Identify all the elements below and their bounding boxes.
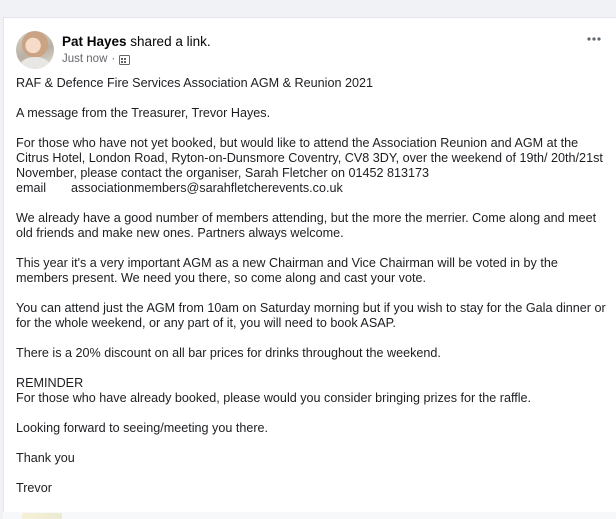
more-dots-icon — [587, 37, 601, 41]
post-thanks: Thank you — [16, 451, 75, 465]
more-options-button[interactable] — [582, 32, 606, 46]
post-members-paragraph: We already have a good number of members attending, but the more the merrier. Come along and meet old friends and make new ones. Partners always welcome. — [16, 211, 600, 240]
post-header-text — [62, 33, 211, 67]
meta-separator: · — [111, 53, 116, 65]
post-title: RAF & Defence Fire Services Association AGM & Reunion 2021 — [16, 76, 373, 90]
post-header — [16, 30, 211, 70]
post-meta — [62, 52, 211, 67]
shared-link-text: shared a link. — [126, 34, 211, 49]
reminder-heading: REMINDER — [16, 376, 84, 390]
avatar[interactable] — [16, 31, 54, 69]
post-card — [3, 17, 616, 512]
author-name[interactable]: Pat Hayes — [62, 34, 127, 49]
post-body — [16, 76, 608, 511]
post-looking-forward: Looking forward to seeing/meeting you there. — [16, 421, 269, 435]
post-attend-paragraph: You can attend just the AGM from 10am on Saturday morning but if you wish to stay for the Gala dinner or for the whole weekend, or any part of it, you will need to book ASAP. — [16, 301, 610, 330]
post-important-paragraph: This year it's a very important AGM as a new Chairman and Vice Chairman will be voted in by the members present. We need you there, so come along and cast your vote. — [16, 256, 562, 285]
post-signoff: Trevor — [16, 481, 52, 495]
email-address: associationmembers@sarahfletcherevents.co.uk — [71, 181, 343, 195]
post-reminder-paragraph: For those who have already booked, please would you consider bringing prizes for the raffle. — [16, 391, 532, 405]
email-label: email — [16, 181, 47, 195]
post-timestamp[interactable]: Just now — [62, 53, 108, 65]
author-line — [62, 33, 211, 50]
post-intro: A message from the Treasurer, Trevor Hayes. — [16, 106, 271, 120]
link-preview-strip — [3, 512, 616, 519]
post-booking-paragraph: For those who have not yet booked, but would like to attend the Association Reunion and AGM at the Citrus Hotel, London Road, Ryton-on-Dunsmore Coventry, CV8 3DY, over the weekend of 19th/ 20th/21st November, please contact the organiser, Sarah Fletcher on 01452 813173 — [16, 136, 607, 180]
email-row — [16, 181, 608, 196]
link-preview-thumbnail[interactable] — [22, 513, 62, 519]
calendar-grid-icon[interactable] — [119, 55, 130, 65]
post-discount-paragraph: There is a 20% discount on all bar prices for drinks throughout the weekend. — [16, 346, 441, 360]
